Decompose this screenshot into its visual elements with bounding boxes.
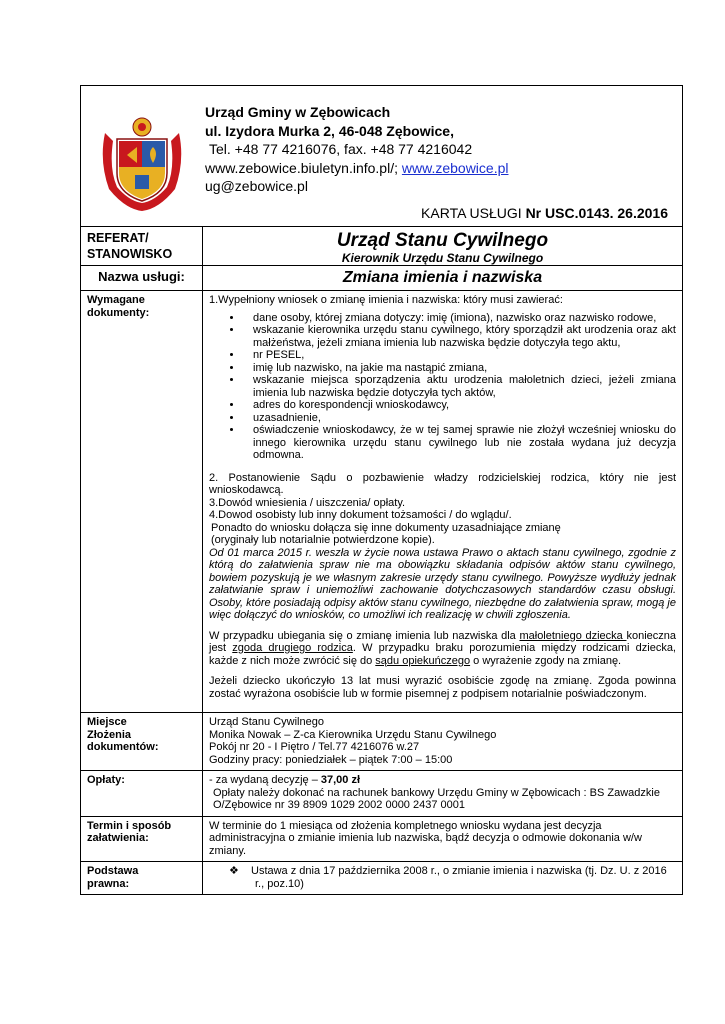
deadline-text: W terminie do 1 miesiąca od złożenia kompletnego wniosku wydana jest decyzja administracyjna o zmianie imienia lub nazwiska, bądź decyzja o odmowie dokonania w/w zmiany. [209, 819, 642, 857]
list-item: • adres do korespondencji wnioskodawcy, [243, 399, 676, 412]
department-title: Urząd Stanu Cywilnego [336, 230, 549, 251]
documents-point-2: 2. Postanowienie Sądu o pozbawienie władzy rodzicielskiej rodzica, który nie jest wnioskodawcą. [209, 471, 676, 496]
list-item: • nr PESEL, [243, 349, 676, 362]
deadline-label: Termin i sposób załatwienia: [81, 816, 203, 862]
office-name: Urząd Gminy w Zębowicach [205, 104, 391, 120]
service-card-table [80, 85, 683, 895]
deadline-row [81, 816, 683, 862]
bank-account-info: Opłaty należy dokonać na rachunek bankowy Urzędu Gminy w Zębowicach : BS Zawadzkie O/Zębowice nr 39 8909 1029 2002 0000 2437 0001 [213, 786, 660, 811]
minor-child-note: W przypadku ubiegania się o zmianę imienia lub nazwiska dla małoletniego dziecka konieczna jest zgoda drugiego rodzica. W przypadku braku porozumienia między rodzicami dziecka, każde z nich może zwrócić się do sądu opiekuńczego o wyrażenie zgody na zmianę. [209, 629, 676, 667]
documents-point-4: 4.Dowod osobisty lub inny dokument tożsamości / do wglądu/. [209, 509, 512, 521]
place-cell [203, 713, 683, 771]
place-line: Monika Nowak – Z-ca Kierownika Urzędu Stanu Cywilnego [209, 728, 497, 741]
legal-basis-row [81, 862, 683, 895]
service-label: Nazwa usługi: [81, 266, 203, 291]
fee-amount-line: - za wydaną decyzję – 37,00 zł [209, 774, 361, 786]
list-item: • dane osoby, której zmiana dotyczy: imię (imiona), nazwisko oraz nazwisko rodowe, [243, 312, 676, 325]
documents-cell [203, 291, 683, 713]
deadline-cell [203, 816, 683, 862]
place-line: Pokój nr 20 - I Piętro / Tel.77 4216076 w.27 [209, 741, 420, 753]
website-link[interactable]: www.zebowice.pl [401, 159, 509, 176]
legal-basis-label: Podstawa prawna: [81, 862, 203, 895]
department-subtitle: Kierownik Urzędu Stanu Cywilnego [341, 251, 544, 265]
list-item: • wskazanie miejsca sporządzenia aktu urodzenia małoletnich dzieci, jeżeli zmiana imienia lub nazwiska będzie dotyczyła tych aktów, [243, 374, 676, 399]
law-note: Od 01 marca 2015 r. weszła w życie nowa ustawa Prawo o aktach stanu cywilnego, zgodnie z którą do załatwienia spraw nie ma obowiązku składania odpisów aktów stanu cywilnego, bowiem pozyskują je we własnym zakresie urzędy stanu cywilnego. Powyższe wydłuży jednak załatwianie spraw i uniemożliwi zachowanie dotychczasowych standardów czasu obsługi. Osoby, które posiadają odpisy aktów stanu cywilnego, niezbędne do załatwienia spraw, mogą je więc dołączyć do wniosków, co umożliwi ich realizację w chwili zgłoszenia. [209, 546, 676, 621]
service-name-cell [203, 266, 683, 291]
list-item: • uzasadnienie, [243, 412, 676, 425]
department-cell [203, 227, 683, 266]
header-row [81, 86, 683, 227]
legal-basis-line-1: ❖ Ustawa z dnia 17 października 2008 r., o zmianie imienia i nazwiska (tj. Dz. U. z 2016 [209, 865, 676, 878]
documents-extra-1: Ponadto do wniosku dołącza się inne dokumenty uzasadniające zmianę [211, 521, 561, 534]
department-label: REFERAT/ STANOWISKO [81, 227, 203, 266]
service-card-number: KARTA USŁUGI Nr USC.0143. 26.2016 [421, 205, 668, 221]
legal-basis-cell [203, 862, 683, 895]
place-label: Miejsce Złożenia dokumentów: [81, 713, 203, 771]
coat-of-arms-icon [97, 111, 187, 211]
header-cell [81, 86, 683, 227]
documents-intro: 1.Wypełniony wniosek o zmianę imienia i nazwiska: który musi zawierać: [209, 294, 563, 306]
place-line: Urząd Stanu Cywilnego [209, 716, 324, 728]
fees-cell [203, 771, 683, 817]
documents-list [209, 312, 676, 462]
list-item: • imię lub nazwisko, na jakie ma nastąpić zmiana, [243, 362, 676, 375]
office-websites [205, 159, 509, 178]
office-street: ul. Izydora Murka 2, 46-048 Zębowice, [205, 122, 454, 139]
fees-label: Opłaty: [81, 771, 203, 817]
documents-row [81, 291, 683, 713]
bip-website: www.zebowice.biuletyn.info.pl/; [205, 159, 398, 176]
fee-amount: 37,00 zł [320, 774, 361, 786]
office-phone: Tel. +48 77 4216076, fax. +48 77 4216042 [209, 141, 473, 157]
service-name: Zmiana imienia i nazwiska [342, 269, 543, 286]
place-line: Godziny pracy: poniedziałek – piątek 7:00 – 15:00 [209, 753, 453, 766]
service-name-row [81, 266, 683, 291]
documents-point-3: 3.Dowód wniesienia / uiszczenia/ opłaty. [209, 496, 406, 509]
age-13-note: Jeżeli dziecko ukończyło 13 lat musi wyrazić osobiście zgodę na zmianę. Zgoda powinna zostać wyrażona osobiście lub w formie pisemnej z podpisem notarialnie poświadczonym. [209, 675, 676, 700]
department-row [81, 227, 683, 266]
card-number: Nr USC.0143. 26.2016 [525, 205, 668, 221]
documents-extra-2: (oryginały lub notarialnie potwierdzone kopie). [211, 534, 435, 546]
office-address-block [205, 103, 509, 196]
office-email: ug@zebowice.pl [205, 178, 308, 194]
place-row [81, 713, 683, 771]
fees-row [81, 771, 683, 817]
documents-label: Wymagane dokumenty: [81, 291, 203, 713]
list-item: • oświadczenie wnioskodawcy, że w tej samej sprawie nie złożył wcześniej wniosku do innego kierownika urzędu stanu cywilnego lub nie została wydana już decyzja odmowna. [243, 424, 676, 462]
diamond-bullet-icon: ❖ [229, 865, 239, 877]
legal-basis-line-2: r., poz.10) [255, 877, 304, 890]
list-item: • wskazanie kierownika urzędu stanu cywilnego, który sporządził akt urodzenia oraz akt małżeństwa, jeżeli zmiana imienia lub nazwiska będzie dotyczyła tego aktu, [243, 324, 676, 349]
